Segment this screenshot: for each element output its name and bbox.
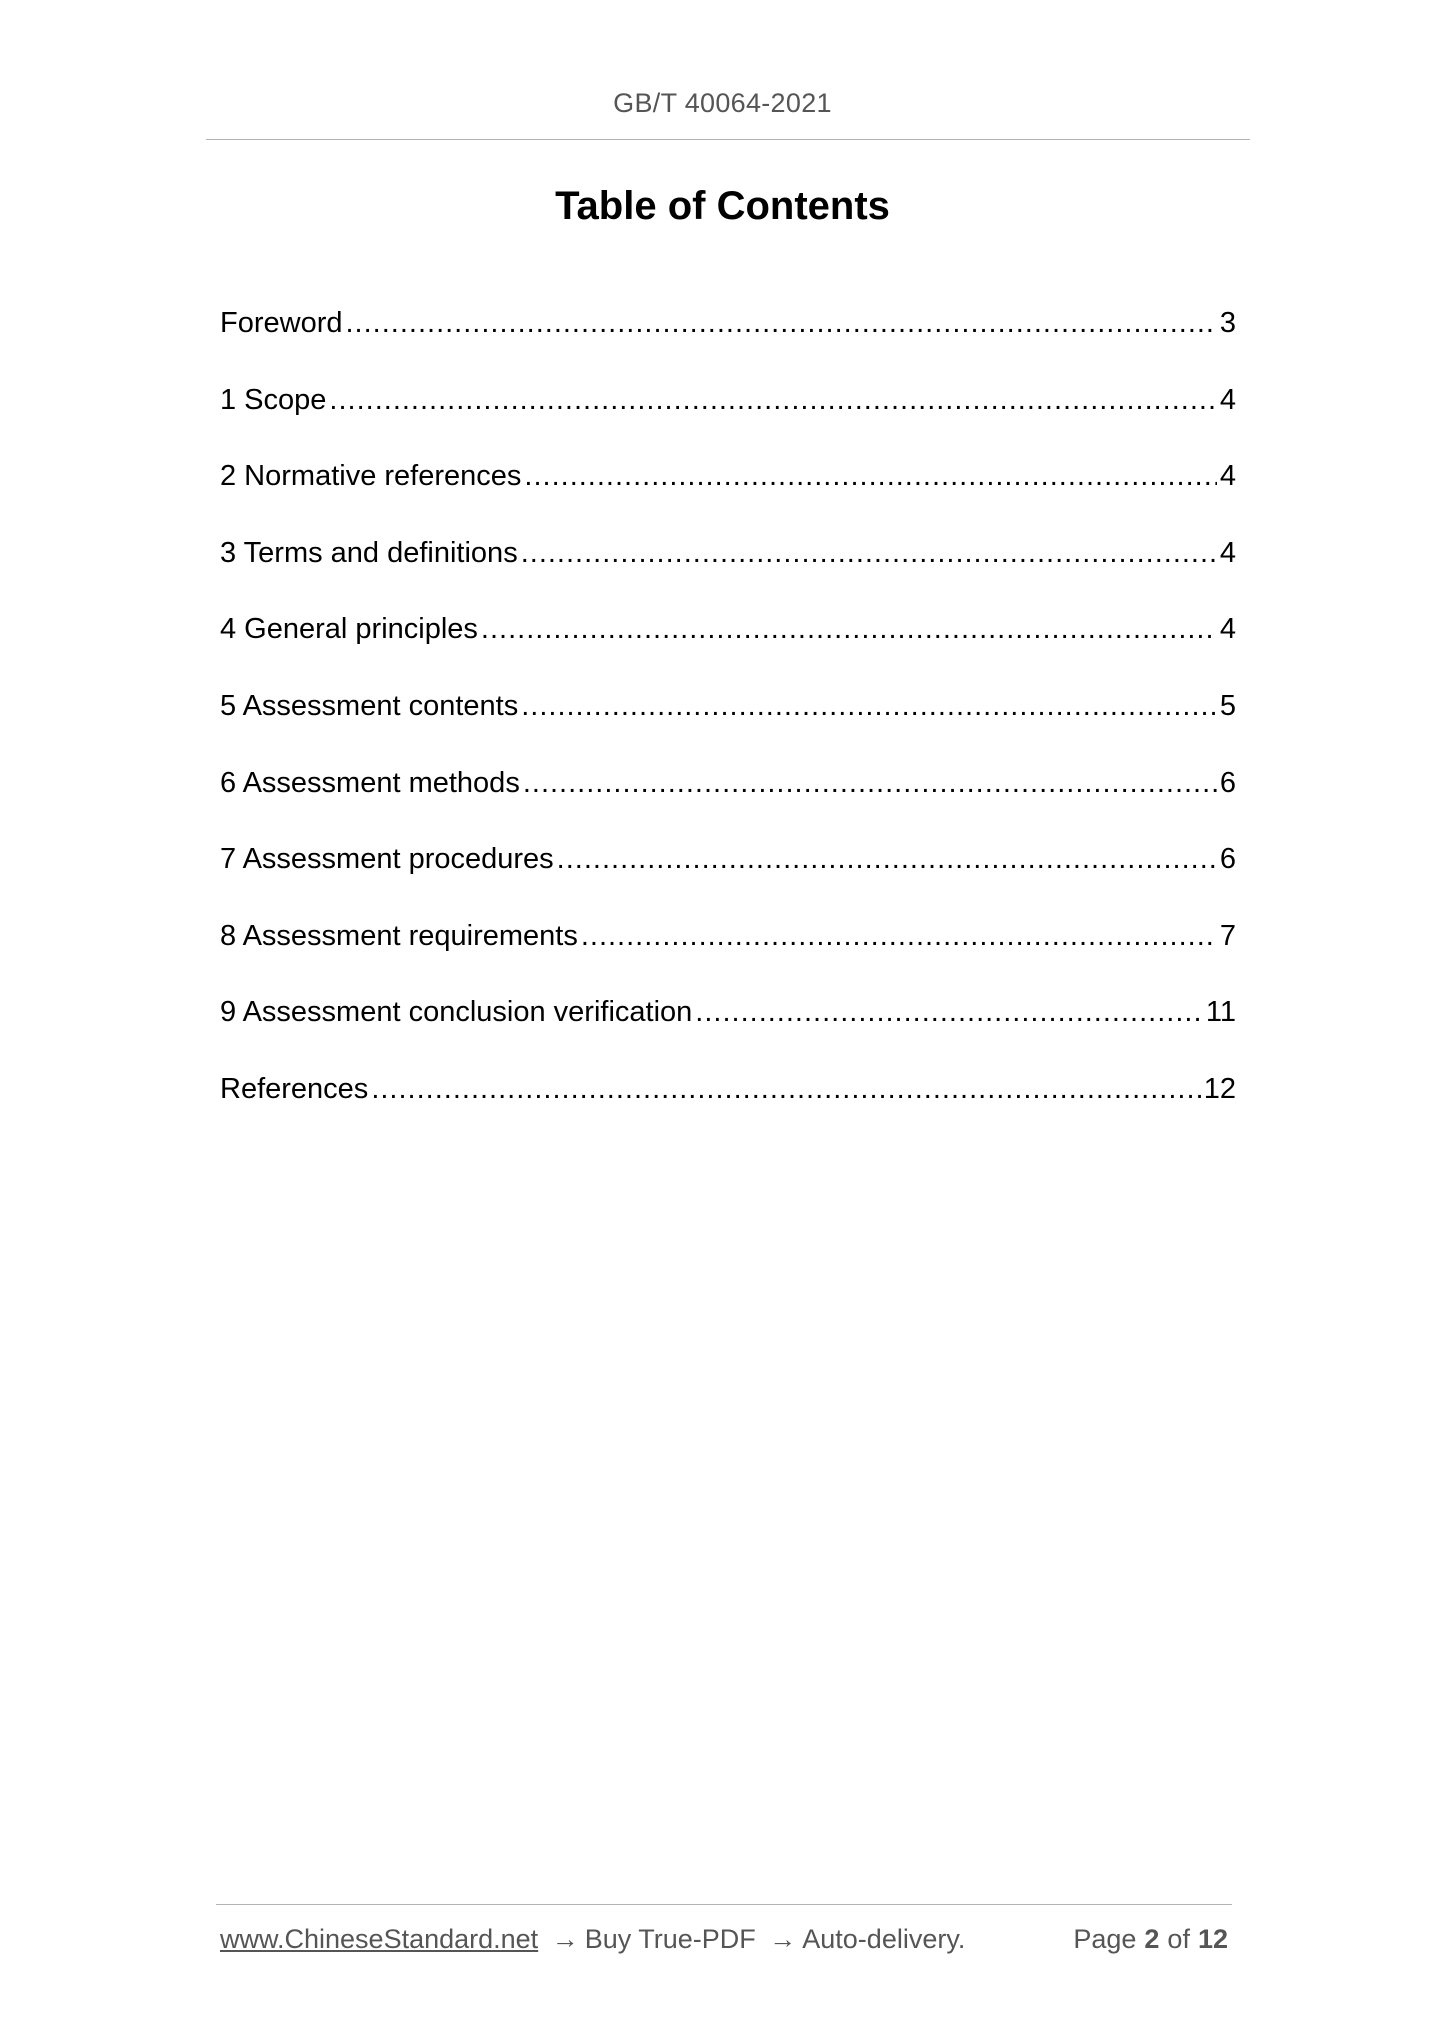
toc-entry-normative-references[interactable] — [220, 456, 1236, 533]
document-id-header: GB/T 40064-2021 — [613, 88, 832, 118]
toc-title: Table of Contents — [555, 184, 890, 228]
dot-leader — [371, 1069, 1200, 1109]
toc-entry-label: 3 Terms and definitions — [220, 536, 518, 569]
dot-leader — [523, 763, 1217, 803]
toc-entry-assessment-procedures[interactable] — [220, 839, 1236, 916]
dot-leader — [521, 533, 1217, 573]
toc-entry-assessment-contents[interactable] — [220, 686, 1236, 763]
toc-entry-foreword[interactable] — [220, 303, 1236, 380]
dot-leader — [581, 916, 1217, 956]
toc-entry-references[interactable] — [220, 1069, 1236, 1146]
toc-entry-label: 8 Assessment requirements — [220, 919, 578, 952]
footer-promo — [220, 1924, 965, 1955]
toc-entry-page-number: 4 — [1219, 536, 1236, 569]
toc-entry-label: 9 Assessment conclusion verification — [220, 996, 693, 1029]
dot-leader — [346, 303, 1217, 343]
buy-true-pdf-text: Buy True-PDF — [584, 1924, 756, 1954]
dot-leader — [557, 839, 1217, 879]
toc-entry-label: 2 Normative references — [220, 460, 522, 493]
toc-entry-page-number: 4 — [1219, 613, 1236, 646]
dot-leader — [695, 992, 1203, 1032]
toc-entry-label: References — [220, 1072, 369, 1105]
total-pages-number: 12 — [1197, 1924, 1228, 1954]
toc-entry-assessment-requirements[interactable] — [220, 916, 1236, 993]
toc-entry-page-number: 5 — [1219, 689, 1236, 722]
toc-entry-label: Foreword — [220, 307, 343, 339]
toc-entry-label: 1 Scope — [220, 383, 327, 416]
toc-entry-label: 5 Assessment contents — [220, 689, 519, 722]
toc-entry-page-number: 3 — [1219, 307, 1236, 339]
toc-entry-assessment-methods[interactable] — [220, 763, 1236, 840]
toc-list — [220, 303, 1236, 1146]
toc-entry-page-number: 6 — [1219, 843, 1236, 876]
toc-entry-terms-and-definitions[interactable] — [220, 533, 1236, 610]
website-link[interactable]: www.ChineseStandard.net — [220, 1924, 539, 1954]
toc-entry-label: 4 General principles — [220, 613, 478, 646]
arrow-right-icon: → — [551, 1924, 579, 1954]
header-divider — [206, 139, 1250, 140]
toc-entry-general-principles[interactable] — [220, 609, 1236, 686]
current-page-number: 2 — [1144, 1924, 1160, 1954]
page-indicator — [1073, 1924, 1228, 1955]
dot-leader — [481, 609, 1217, 649]
auto-delivery-text: Auto-delivery. — [802, 1924, 966, 1954]
toc-entry-scope[interactable] — [220, 380, 1236, 457]
toc-entry-label: 6 Assessment methods — [220, 766, 520, 799]
toc-entry-page-number: 12 — [1203, 1072, 1236, 1105]
toc-entry-page-number: 6 — [1219, 766, 1236, 799]
dot-leader — [329, 380, 1216, 420]
footer-divider — [216, 1904, 1232, 1905]
arrow-right-icon: → — [769, 1924, 797, 1954]
of-label: of — [1167, 1924, 1190, 1954]
toc-entry-page-number: 4 — [1219, 383, 1236, 416]
toc-entry-page-number: 11 — [1205, 996, 1236, 1029]
toc-entry-label: 7 Assessment procedures — [220, 843, 554, 876]
dot-leader — [524, 456, 1216, 496]
toc-entry-page-number: 4 — [1219, 460, 1236, 493]
dot-leader — [521, 686, 1217, 726]
page-label: Page — [1073, 1924, 1137, 1954]
toc-entry-assessment-conclusion-verification[interactable] — [220, 992, 1236, 1069]
toc-entry-page-number: 7 — [1219, 919, 1236, 952]
